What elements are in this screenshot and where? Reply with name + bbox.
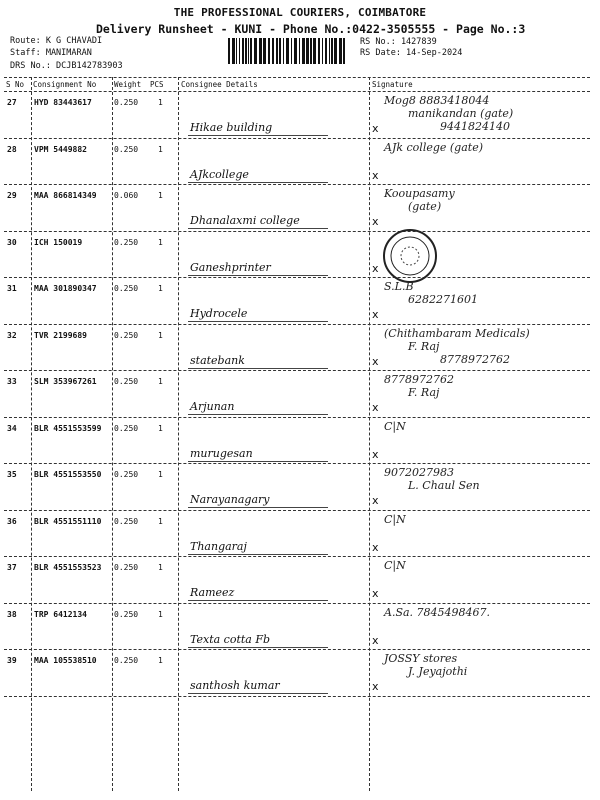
row-separator [4,510,590,511]
row-signature-line1: A.Sa. 7845498467. [384,605,491,619]
row-separator [4,649,590,650]
row-sno: 35 [7,470,17,479]
row-signature-line1: C|N [384,419,406,433]
row-sno: 37 [7,563,17,572]
barcode-bar [294,38,297,64]
row-signature-line3: 8778972762 [440,352,510,366]
row-weight: 0.250 [114,656,139,665]
barcode-bar [339,38,342,64]
col-pcs: PCS [150,80,164,89]
row-consignee: Arjunan [190,400,235,413]
barcode-bar [239,38,240,64]
row-consignee: statebank [190,353,245,367]
barcode-bar [276,38,278,64]
row-separator [4,556,590,557]
signature-x-mark: x [372,587,379,600]
row-signature-line3: 9441824140 [440,120,510,133]
consignee-underline [188,647,328,648]
row-pcs: 1 [158,284,163,293]
rs-number: RS No.: 1427839 [360,37,437,47]
barcode-bar [310,38,312,64]
row-consignee: Dhanalaxmi college [190,214,300,227]
row-signature-line1: AJk college (gate) [384,140,484,154]
barcode-bar [263,38,266,64]
row-consignment-no: ICH 150019 [34,237,83,247]
row-sno: 36 [7,516,17,526]
barcode-bar [306,38,309,64]
row-signature-line1: JOSSY stores [384,652,458,665]
signature-x-mark: x [372,168,379,182]
route-label: Route: K G CHAVADI [10,36,103,46]
barcode-bar [245,38,247,64]
row-weight: 0.250 [114,377,139,386]
barcode-bar [291,38,292,64]
row-weight: 0.250 [114,609,139,619]
row-consignee: Thangaraj [190,539,247,553]
row-signature-line1: 9072027983 [384,466,454,479]
row-pcs: 1 [158,563,163,572]
signature-x-mark: x [372,308,379,321]
consignee-underline [188,600,328,601]
consignee-underline [188,461,328,462]
runsheet-subtitle: Delivery Runsheet - KUNI - Phone No.:0422-3505555 - Page No.:3 [96,22,526,36]
signature-x-mark: x [372,354,379,368]
row-signature-line2: L. Chaul Sen [408,479,480,492]
row-weight: 0.250 [114,237,139,247]
row-separator [4,231,590,232]
col-signature: Signature [372,80,413,89]
col-sno: S No [6,80,25,89]
runsheet-company-title: THE PROFESSIONAL COURIERS, COIMBATORE [173,6,427,19]
barcode-bar [272,38,274,64]
row-consignee: Hydrocele [190,307,248,320]
row-weight: 0.060 [114,191,139,200]
row-signature-line2: manikandan (gate) [408,107,514,120]
row-pcs: 1 [158,144,163,154]
row-separator [4,370,590,371]
row-signature-line1: 8778972762 [384,373,454,386]
signature-x-mark: x [372,122,379,135]
row-consignment-no: BLR 4551551110 [34,516,102,526]
barcode-bar [242,38,244,64]
consignee-underline [188,414,328,415]
row-pcs: 1 [158,98,163,107]
row-consignee: AJkcollege [190,167,249,181]
row-signature-line2: F. Raj [408,339,440,353]
barcode-bar [248,38,249,64]
row-consignment-no: VPM 5449882 [34,144,87,154]
barcode-bar [279,38,281,64]
barcode-bar [322,38,323,64]
signature-x-mark: x [372,680,379,693]
consignee-underline [188,693,328,694]
signature-x-mark: x [372,401,379,414]
barcode-image [228,38,346,64]
row-consignment-no: TVR 2199689 [34,330,87,340]
row-pcs: 1 [158,516,163,526]
row-sno: 27 [7,98,17,107]
barcode-bar [329,38,330,64]
barcode-bar [268,38,270,64]
row-consignee: Rameez [190,586,235,599]
row-sno: 39 [7,656,17,665]
delivery-stamp-seal [382,228,438,284]
signature-x-mark: x [372,633,379,647]
barcode-bar [259,38,262,64]
row-sno: 29 [7,191,17,200]
row-weight: 0.250 [114,516,139,526]
row-sno: 30 [7,237,17,247]
row-consignment-no: BLR 4551553550 [34,470,102,479]
barcode-bar [254,38,257,64]
row-signature-line2: J. Jeyajothi [408,665,468,678]
row-signature-line2: 6282271601 [408,293,478,306]
col-consignee: Consignee Details [181,80,258,89]
row-separator [4,603,590,604]
row-separator [4,696,590,697]
consignee-underline [188,368,328,369]
col-consignment: Consignment No [33,80,97,89]
barcode-bar [302,38,305,64]
signature-x-mark: x [372,447,379,461]
consignee-underline [188,321,328,322]
row-consignment-no: HYD 83443617 [34,98,92,107]
staff-label: Staff: MANIMARAN [10,48,92,58]
row-weight: 0.250 [114,423,139,433]
row-consignment-no: BLR 4551553523 [34,563,102,572]
barcode-bar [228,38,230,64]
row-pcs: 1 [158,330,163,340]
row-consignee: Ganeshprinter [190,260,271,274]
row-sno: 28 [7,144,17,154]
barcode-bar [236,38,237,64]
barcode-bar [299,38,300,64]
barcode-bar [250,38,252,64]
row-pcs: 1 [158,656,163,665]
row-separator [4,138,590,139]
row-consignee: murugesan [190,446,253,460]
barcode-bar [325,38,327,64]
row-signature-line1: S.L.B [384,280,414,293]
signature-x-mark: x [372,261,379,275]
row-separator [4,463,590,464]
row-consignee: Hikae building [190,121,273,134]
barcode-bar [334,38,337,64]
row-sno: 33 [7,377,17,386]
barcode-bar [232,38,235,64]
row-sno: 38 [7,609,17,619]
row-signature-line2: F. Raj [408,386,440,399]
row-signature-line1: Kooupasamy [384,187,455,200]
consignee-underline [188,275,328,276]
header-top-rule [4,77,590,78]
row-consignee: Texta cotta Fb [190,632,271,646]
row-signature-line1: C|N [384,512,406,526]
row-weight: 0.250 [114,563,139,572]
row-signature-line1: C|N [384,559,406,572]
barcode-bar [313,38,316,64]
row-signature-line1: Mog8 8883418044 [384,94,490,107]
row-weight: 0.250 [114,470,139,479]
col-weight: Weight [114,80,142,89]
row-pcs: 1 [158,470,163,479]
row-pcs: 1 [158,191,163,200]
row-weight: 0.250 [114,330,139,340]
barcode-bar [283,38,284,64]
row-signature-line2: (gate) [408,200,442,213]
row-pcs: 1 [158,609,163,619]
row-sno: 34 [7,423,17,433]
barcode-bar [286,38,289,64]
drs-number: DRS No.: DCJB142783903 [10,61,123,71]
row-consignment-no: MAA 105538510 [34,656,97,665]
barcode-bar [318,38,320,64]
signature-x-mark: x [372,494,379,507]
signature-x-mark: x [372,215,379,228]
barcode-bar [331,38,333,64]
row-consignment-no: SLM 353967261 [34,377,97,386]
row-weight: 0.250 [114,98,139,107]
consignee-underline [188,228,328,229]
row-pcs: 1 [158,423,163,433]
rs-date: RS Date: 14-Sep-2024 [360,48,463,58]
row-separator [4,184,590,185]
row-consignment-no: TRP 6412134 [34,609,87,619]
row-consignment-no: BLR 4551553599 [34,423,102,433]
row-sno: 31 [7,284,17,293]
consignee-underline [188,182,328,183]
row-consignment-no: MAA 866814349 [34,191,97,200]
row-pcs: 1 [158,377,163,386]
row-sno: 32 [7,330,17,340]
header-bottom-rule [4,91,590,92]
row-consignee: Narayanagary [190,493,270,506]
barcode-bar [343,38,345,64]
row-pcs: 1 [158,237,163,247]
row-consignment-no: MAA 301890347 [34,284,97,293]
consignee-underline [188,135,328,136]
consignee-underline [188,507,328,508]
row-weight: 0.250 [114,144,139,154]
row-weight: 0.250 [114,284,139,293]
row-signature-line1: (Chithambaram Medicals) [384,326,530,340]
row-separator [4,417,590,418]
consignee-underline [188,554,328,555]
row-separator [4,277,590,278]
row-consignee: santhosh kumar [190,679,280,692]
signature-x-mark: x [372,540,379,554]
row-separator [4,324,590,325]
